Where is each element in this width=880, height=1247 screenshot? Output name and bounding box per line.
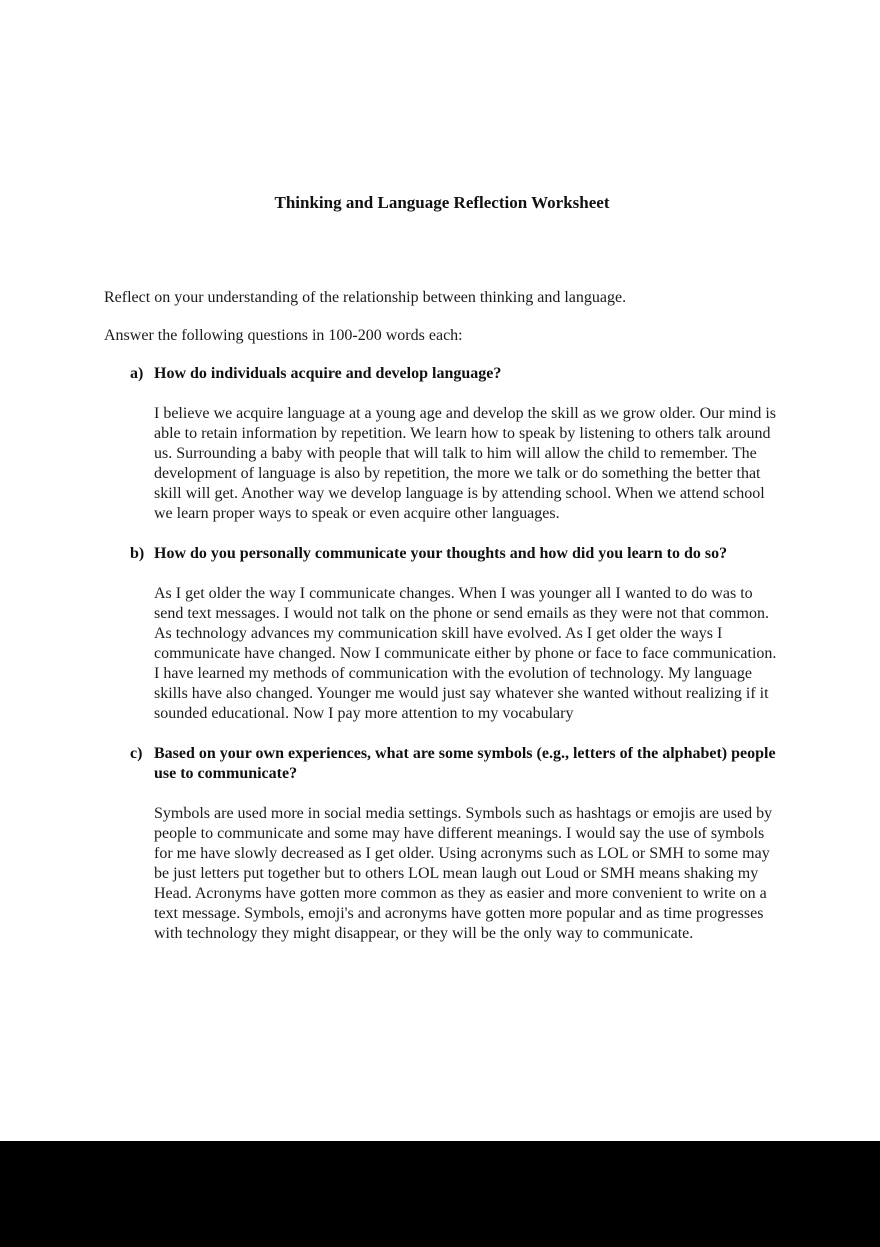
question-b: [130, 544, 780, 564]
intro-line-2: Answer the following questions in 100-200 words each:: [104, 327, 463, 344]
question-block-b: [104, 544, 780, 724]
answer-c-text: Symbols are used more in social media settings. Symbols such as hashtags or emojis are used by people to communicate and some may have different meanings. I would say the use of symbols for me have slowly decreased as I get older. Using acronyms such as LOL or SMH to some may be just letters put together but to others LOL mean laugh out Loud or SMH means shaking my Head. Acronyms have gotten more common as they as easier and more convenient to write on a text message. Symbols, emoji's and acronyms have gotten more popular and as time progresses with technology they might disappear, or they will be the only way to communicate.: [154, 805, 773, 942]
question-a-marker: a): [130, 365, 144, 382]
question-c: [130, 744, 780, 784]
question-c-text: Based on your own experiences, what are some symbols (e.g., letters of the alphabet) people use to communicate?: [154, 745, 776, 782]
question-c-marker: c): [130, 745, 143, 762]
question-b-marker: b): [130, 545, 145, 562]
question-block-c: [104, 744, 780, 944]
answer-a-text: I believe we acquire language at a young age and develop the skill as we grow older. Our mind is able to retain information by repetition. We learn how to speak by listening to others talk around us. Surrounding a baby with people that will talk to him will allow the child to remember. The development of language is also by repetition, the more we talk or do something the better that skill will get. Another way we develop language is by attending school. When we attend school we learn proper ways to speak or even acquire other languages.: [154, 405, 777, 522]
intro-line-1: Reflect on your understanding of the relationship between thinking and language.: [104, 289, 627, 306]
answer-b-text: As I get older the way I communicate changes. When I was younger all I wanted to do was to send text messages. I would not talk on the phone or send emails as they were not that common. As technology advances my communication skill have evolved. As I get older the ways I communicate have changed. Now I communicate either by phone or face to face communication. I have learned my methods of communication with the evolution of technology. My language skills have also changed. Younger me would just say whatever she wanted without realizing if it sounded educational. Now I pay more attention to my vocabulary: [154, 585, 777, 722]
page-title: Thinking and Language Reflection Worksheet: [274, 193, 610, 212]
question-a: [130, 364, 780, 384]
bottom-letterbox-band: [0, 1141, 880, 1247]
question-b-text: How do you personally communicate your thoughts and how did you learn to do so?: [154, 545, 728, 562]
question-block-a: [104, 364, 780, 524]
question-a-text: How do individuals acquire and develop language?: [154, 365, 502, 382]
